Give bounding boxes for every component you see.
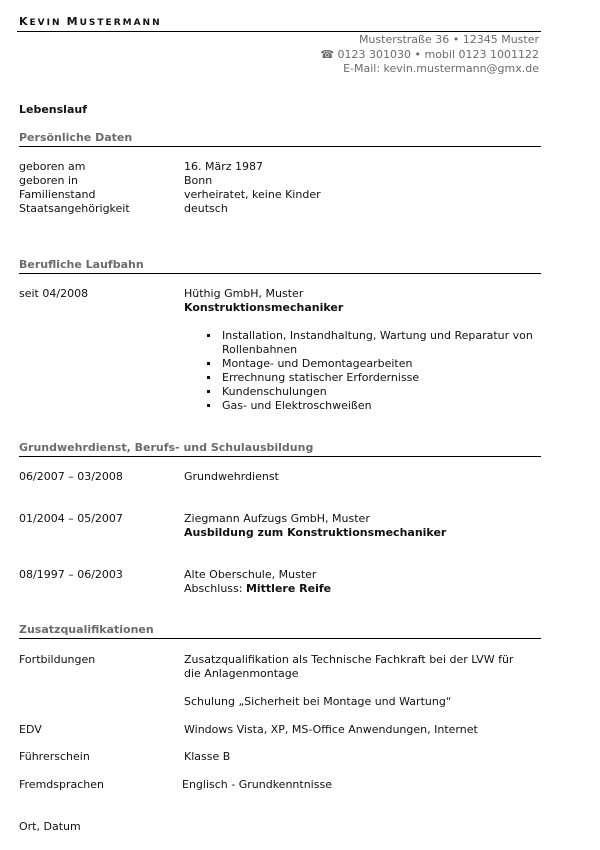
list-item: Kundenschulungen (204, 385, 544, 399)
section-heading-extras: Zusatzqualifikationen (19, 623, 541, 639)
applicant-name: KEVIN MUSTERMANN (19, 15, 162, 28)
contact-block (320, 33, 539, 77)
phone-line (320, 48, 539, 63)
list-item: Errechnung statischer Erfordernisse (204, 371, 544, 385)
section-heading-personal: Persönliche Daten (19, 131, 541, 147)
career-task-list (204, 329, 544, 413)
list-item: Installation, Instandhaltung, Wartung und Reparatur von Rollenbahnen (204, 329, 544, 357)
list-item: Gas- und Elektroschweißen (204, 399, 544, 413)
address: Musterstraße 36 • 12345 Muster (358, 33, 539, 46)
phone-numbers: 0123 301030 • mobil 0123 1001122 (337, 47, 539, 61)
document-title: Lebenslauf (19, 103, 87, 116)
list-item: Montage- und Demontagearbeiten (204, 357, 544, 371)
section-heading-career: Berufliche Laufbahn (19, 258, 541, 274)
header-divider (17, 31, 541, 32)
phone-icon: ☎ (320, 47, 335, 61)
section-heading-education: Grundwehrdienst, Berufs- und Schulausbildung (19, 441, 541, 457)
email: E-Mail: kevin.mustermann@gmx.de (343, 62, 539, 75)
